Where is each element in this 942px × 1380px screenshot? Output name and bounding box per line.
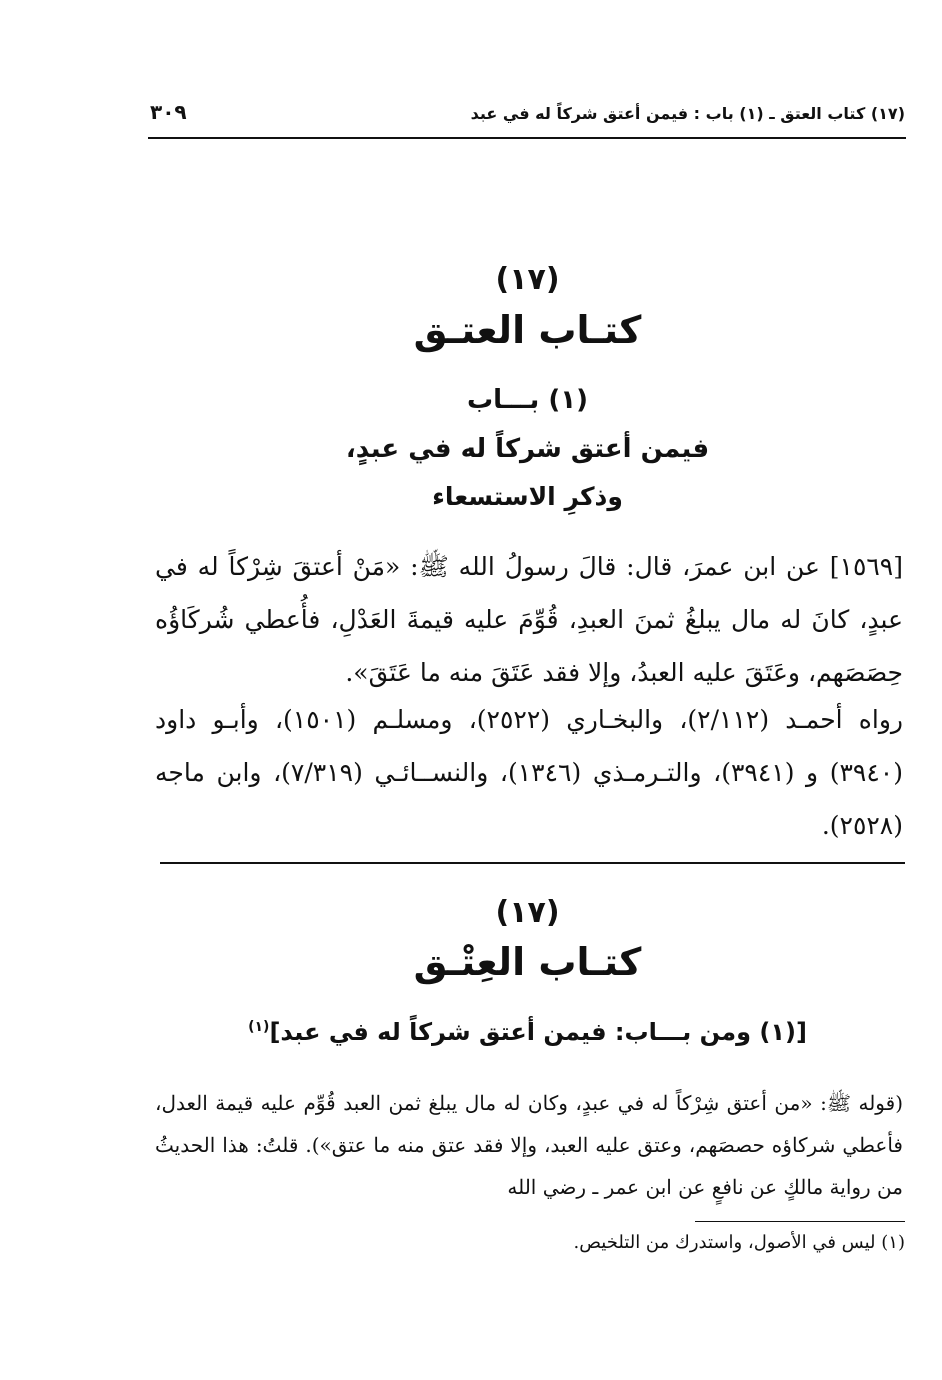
header-rule xyxy=(148,137,906,139)
book-number: (١٧) xyxy=(495,262,560,297)
commentary-chapter-text: [(١) ومن بـــاب: فيمن أعتق شركاً له في عبد] xyxy=(269,1018,807,1046)
page-number: ٣٠٩ xyxy=(150,100,187,124)
commentary-text: (قوله ﷺ: «من أعتق شِرْكاً له في عبدٍ، وكان له مال يبلغ ثمن العبد قُوِّم عليه قيمة العدل، فأعطي شركاؤه حصصَهم، وعتق عليه العبد، وإلا فقد عتق منه ما عتق»). قلتُ: هذا الحديثُ من رواية مالكٍ عن نافعٍ عن ابن عمر ـ رضي الله xyxy=(155,1091,903,1199)
section-divider xyxy=(160,862,905,864)
header-title: (١٧) كتاب العتق ـ (١) باب : فيمن أعتق شركاً له في عبد xyxy=(470,104,905,123)
footnote: (١) ليس في الأصول، واستدرك من التلخيص. xyxy=(573,1232,905,1253)
commentary-book-number: (١٧) xyxy=(495,895,560,930)
chapter-label: (١) بـــاب xyxy=(466,385,588,415)
footnote-rule xyxy=(695,1221,905,1222)
chapter-title: فيمن أعتق شركاً له في عبدٍ، xyxy=(345,434,710,464)
footnote-reference: (١) xyxy=(248,1019,270,1035)
book-title: كتـاب العتـق xyxy=(413,308,642,352)
chapter-subtitle: وذكرِ الاستسعاء xyxy=(432,482,623,511)
hadith-takhrij: رواه أحمـد (٢/١١٢)، والبخـاري (٢٥٢٢)، ومسلـم (١٥٠١)، وأبـو داود (٣٩٤٠) و (٣٩٤١)، والتـرمـذي (١٣٤٦)، والنســائـي (٧/٣١٩)، وابن ماجه (٢٥٢٨). xyxy=(155,705,903,840)
running-header xyxy=(150,100,905,134)
commentary-chapter-heading xyxy=(150,1018,905,1046)
commentary-book-title: كتـاب العِتْـق xyxy=(413,940,642,984)
hadith-text: [١٥٦٩] عن ابن عمرَ، قال: قالَ رسولُ الله ﷺ: «مَنْ أعتقَ شِرْكاً له في عبدٍ، كانَ له مال يبلغُ ثمنَ العبدِ، قُوِّمَ عليه قيمةَ العَدْلِ، فأُعطي شُركَاؤُه حِصَصَهم، وعَتَقَ عليه العبدُ، وإلا فقد عَتَقَ منه ما عَتَقَ». xyxy=(155,552,903,687)
